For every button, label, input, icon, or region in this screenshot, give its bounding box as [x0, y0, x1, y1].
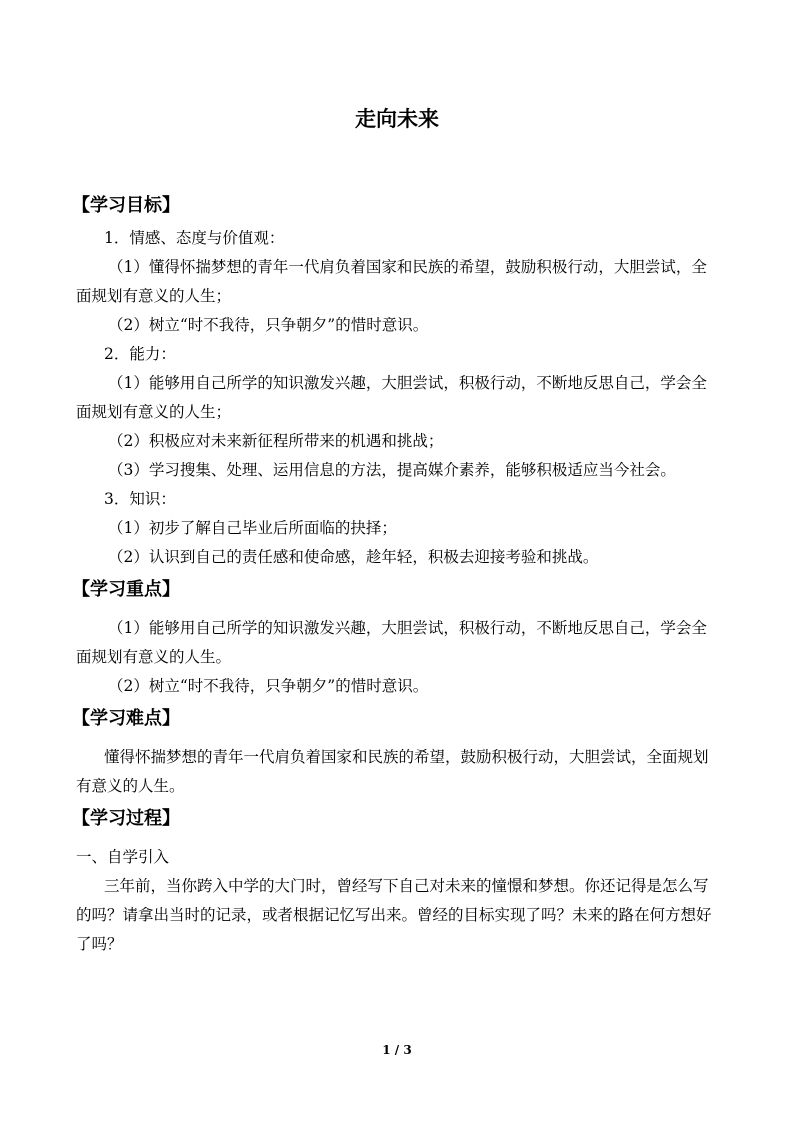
process-heading: 【学习过程】 — [72, 808, 180, 829]
objectives-item-2-2: （2）积极应对未来新征程所带来的机遇和挑战； — [108, 432, 444, 450]
objectives-item-1-2: （2）树立“时不我待，只争朝夕”的惜时意识。 — [108, 316, 429, 334]
difficulties-heading: 【学习难点】 — [72, 708, 180, 729]
process-subheading: 一、自学引入 — [76, 848, 170, 866]
objectives-item-3: 3．知识： — [104, 490, 176, 508]
objectives-item-1-1: （1）懂得怀揣梦想的青年一代肩负着国家和民族的希望，鼓励积极行动，大胆尝试，全面规划有意义的人生； — [76, 258, 707, 305]
objectives-item-2-3: （3）学习搜集、处理、运用信息的方法，提高媒介素养，能够积极适应当今社会。 — [108, 461, 676, 479]
objectives-item-2-1: （1）能够用自己所学的知识激发兴趣，大胆尝试，积极行动，不断地反思自己，学会全面规划有意义的人生； — [76, 374, 707, 421]
page-number: 1 / 3 — [382, 1043, 412, 1057]
key-points-heading: 【学习重点】 — [72, 579, 180, 600]
objectives-item-2: 2．能力： — [104, 345, 176, 363]
process-text: 三年前，当你跨入中学的大门时，曾经写下自己对未来的憧憬和梦想。你还记得是怎么写的吗？请拿出当时的记录，或者根据记忆写出来。曾经的目标实现了吗？未来的路在何方想好了吗？ — [76, 877, 712, 953]
key-points-item-2: （2）树立“时不我待，只争朝夕”的惜时意识。 — [108, 677, 429, 695]
objectives-item-3-2: （2）认识到自己的责任感和使命感，趁年轻，积极去迎接考验和挑战。 — [108, 548, 599, 566]
objectives-item-1: 1．情感、态度与价值观： — [104, 229, 285, 247]
document-body — [72, 188, 720, 959]
objectives-heading: 【学习目标】 — [72, 195, 180, 216]
key-points-item-1: （1）能够用自己所学的知识激发兴趣，大胆尝试，积极行动，不断地反思自己，学会全面规划有意义的人生。 — [76, 619, 707, 666]
objectives-item-3-1: （1）初步了解自己毕业后所面临的抉择； — [108, 519, 397, 537]
difficulties-text: 懂得怀揣梦想的青年一代肩负着国家和民族的希望，鼓励积极行动，大胆尝试，全面规划有意义的人生。 — [76, 748, 709, 795]
page-title: 走向未来 — [355, 107, 439, 131]
